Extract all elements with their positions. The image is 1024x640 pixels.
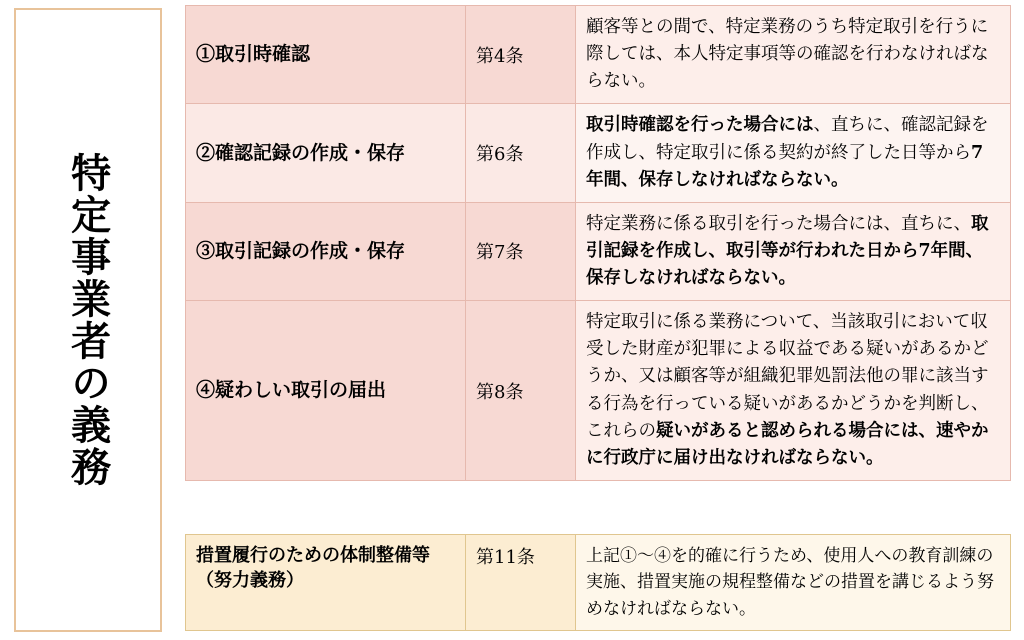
duty-description: 特定業務に係る取引を行った場合には、直ちに、取引記録を作成し、取引等が行われた日から7年間、保存しなければならない。: [576, 202, 1011, 300]
duty-article: 第7条: [466, 202, 576, 300]
duty-name: ②確認記録の作成・保存: [186, 104, 466, 202]
extra-table-container: [185, 534, 1010, 631]
table-row: [186, 104, 1011, 202]
duties-table: [185, 5, 1011, 481]
duty-name: ③取引記録の作成・保存: [186, 202, 466, 300]
extra-article: 第11条: [466, 535, 576, 631]
extra-name: 措置履行のための体制整備等（努力義務）: [186, 535, 466, 631]
extra-table: [185, 534, 1011, 631]
duty-article: 第8条: [466, 301, 576, 481]
table-row: [186, 301, 1011, 481]
duty-description: 特定取引に係る業務について、当該取引において収受した財産が犯罪による収益である疑いがあるかどうか、又は顧客等が組織犯罪処罰法他の罪に該当する行為を行っている疑いがあるかどうかを判断し、これらの疑いがあると認められる場合には、速やかに行政庁に届け出なければならない。: [576, 301, 1011, 481]
table-row: [186, 6, 1011, 104]
duties-table-container: [185, 5, 1010, 481]
extra-description: 上記①～④を的確に行うため、使用人への教育訓練の実施、措置実施の規程整備などの措置を講じるよう努めなければならない。: [576, 535, 1011, 631]
duty-name: ①取引時確認: [186, 6, 466, 104]
duty-name: ④疑わしい取引の届出: [186, 301, 466, 481]
duty-article: 第6条: [466, 104, 576, 202]
table-row: [186, 535, 1011, 631]
duty-description: 顧客等との間で、特定業務のうち特定取引を行うに際しては、本人特定事項等の確認を行わなければならない。: [576, 6, 1011, 104]
duty-article: 第4条: [466, 6, 576, 104]
duty-description: 取引時確認を行った場合には、直ちに、確認記録を作成し、特定取引に係る契約が終了した日等から7年間、保存しなければならない。: [576, 104, 1011, 202]
title-box: [14, 8, 162, 632]
table-row: [186, 202, 1011, 300]
page-title: 特定事業者の義務: [64, 152, 112, 488]
